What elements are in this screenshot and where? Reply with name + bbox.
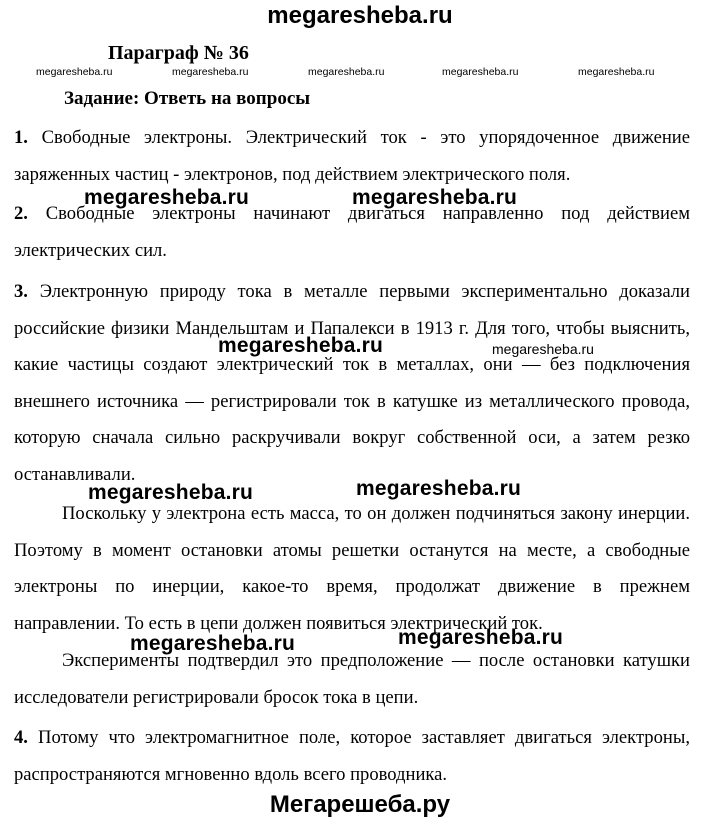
inline-watermark: megaresheba.ru xyxy=(88,481,254,504)
small-watermark: megaresheba.ru xyxy=(172,66,249,78)
answer-text: Электронную природу тока в металле первыми экспериментально доказали российские физики Мандельштам и Папалекси в 1913 г. Для того, чтобы выяснить, какие частицы создают электрический ток в металлах, они — без подключения внешнего источника — регистрировали ток в катушке из металлического провода, которую сначала сильно раскручивали вокруг собственной оси, а затем резко останавливали. xyxy=(14,281,690,485)
answer-3-paragraph: Эксперименты подтвердил это предположение — после остановки катушки исследователи регистрировали бросок тока в цепи. xyxy=(14,650,690,708)
small-watermark: megaresheba.ru xyxy=(442,66,519,78)
small-watermark: megaresheba.ru xyxy=(308,66,385,78)
answer-1 xyxy=(14,120,690,193)
inline-watermark: megaresheba.ru xyxy=(352,186,518,209)
small-watermark: megaresheba.ru xyxy=(492,341,594,357)
answer-number: 4. xyxy=(14,727,28,748)
answer-3-paragraph: Поскольку у электрона есть масса, то он должен подчиняться закону инерции. Поэтому в момент остановки атомы решетки останутся на месте, а свободные электроны по инерции, какое-то время, продолжат движение в прежнем направлении. То есть в цепи должен появиться электрический ток. xyxy=(14,503,690,634)
inline-watermark: megaresheba.ru xyxy=(398,626,564,649)
inline-watermark: megaresheba.ru xyxy=(218,334,384,357)
answer-number: 1. xyxy=(14,127,28,148)
answer-3 xyxy=(14,274,690,493)
answer-text: Свободные электроны начинают двигаться направленно под действием электрических сил. xyxy=(14,203,690,261)
site-watermark-top: megaresheba.ru xyxy=(267,2,453,29)
answer-text: Свободные электроны. Электрический ток - это упорядоченное движение заряженных частиц - электронов, под действием электрического поля. xyxy=(14,127,691,185)
inline-watermark: megaresheba.ru xyxy=(130,632,296,655)
answer-4 xyxy=(14,720,690,793)
answer-text: Потому что электромагнитное поле, которое заставляет двигаться электроны, распространяются мгновенно вдоль всего проводника. xyxy=(14,727,690,785)
task-subtitle: Задание: Ответь на вопросы xyxy=(64,88,311,109)
answer-number: 3. xyxy=(14,281,28,302)
inline-watermark: megaresheba.ru xyxy=(84,186,250,209)
page-title: Параграф № 36 xyxy=(108,42,249,64)
inline-watermark: megaresheba.ru xyxy=(356,477,522,500)
site-watermark-bottom: Мегарешеба.ру xyxy=(269,791,451,818)
small-watermark: megaresheba.ru xyxy=(578,66,655,78)
small-watermark: megaresheba.ru xyxy=(36,66,113,78)
answer-number: 2. xyxy=(14,203,28,224)
